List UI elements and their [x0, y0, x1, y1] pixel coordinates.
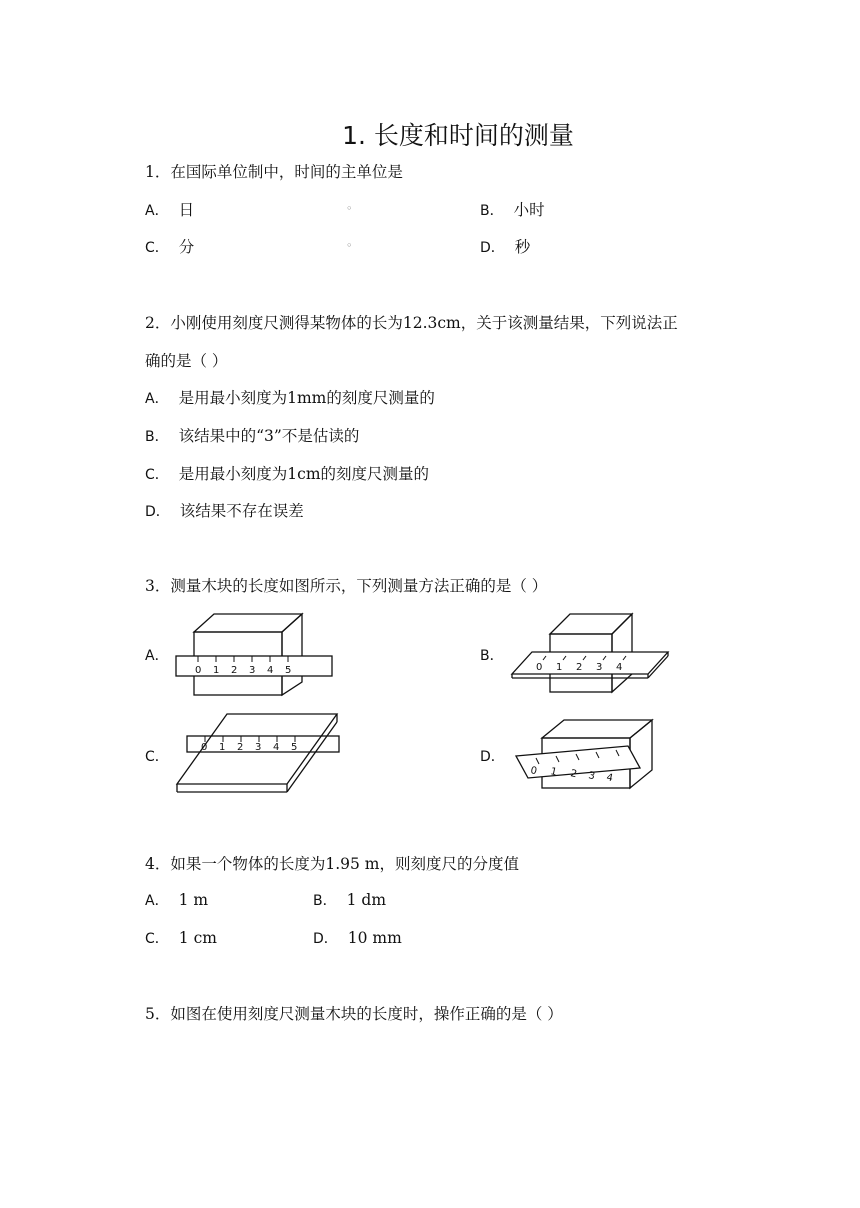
q1-option-b[interactable] — [480, 198, 545, 220]
q2-stem-line1: 2．小刚使用刻度尺测得某物体的长为12.3cm，关于该测量结果，下列说法正 — [145, 314, 678, 332]
q4-option-a-text: 1 m — [178, 891, 209, 909]
q3-option-d-label: D． — [480, 749, 505, 765]
q1-option-b-text: 小时 — [513, 201, 545, 219]
q3-stem: 3．测量木块的长度如图所示，下列测量方法正确的是（ ） — [145, 577, 548, 595]
ruler-tick-label: 5 — [291, 742, 298, 753]
q3-option-c-label: C． — [145, 749, 169, 765]
ruler-tick-label: 1 — [549, 766, 558, 779]
ruler-tick-label: 0 — [536, 662, 543, 673]
q3-option-a-label: A． — [145, 648, 169, 664]
q2-option-b-text: 该结果中的“3”不是估读的 — [178, 427, 360, 445]
q4-stem: 4．如果一个物体的长度为1.95 m，则刻度尺的分度值 — [145, 855, 519, 873]
q3-option-d[interactable] — [480, 746, 515, 766]
q2-option-d-label: D． — [145, 504, 170, 520]
q4-option-d-text: 10 mm — [347, 929, 402, 947]
page-title: 1. 长度和时间的测量 — [342, 121, 574, 150]
q1-option-d[interactable] — [480, 235, 530, 257]
q1-stem: 1．在国际单位制中，时间的主单位是 — [145, 163, 403, 181]
ruler-tick-label: 4 — [616, 662, 623, 673]
q4-option-a-label: A． — [145, 893, 169, 909]
ruler-tick-label: 0 — [201, 742, 208, 753]
q2-option-d-text: 该结果不存在误差 — [179, 502, 304, 520]
q4-option-b-text: 1 dm — [346, 891, 387, 909]
ruler-tick-label: 1 — [219, 742, 226, 753]
q1-dot-1: ◦ — [346, 202, 353, 215]
q2-option-c-label: C． — [145, 467, 169, 483]
ruler-tick-label: 3 — [587, 770, 596, 783]
ruler-tick-label: 1 — [213, 665, 220, 676]
q1-option-a-text: 日 — [178, 201, 195, 219]
q1-option-a[interactable] — [145, 198, 194, 220]
q1-option-d-text: 秒 — [514, 238, 531, 256]
ruler-tick-label: 0 — [529, 765, 538, 778]
q2-option-b-label: B． — [145, 429, 169, 445]
q2-option-c-text: 是用最小刻度为1cm的刻度尺测量的 — [178, 465, 430, 483]
ruler-tick-label: 2 — [231, 665, 238, 676]
ruler-tick-label: 2 — [576, 662, 583, 673]
q4-option-c-label: C． — [145, 931, 169, 947]
ruler-tick-label: 3 — [249, 665, 256, 676]
q2-stem-line2: 确的是（ ） — [145, 352, 228, 370]
q3-figure-c — [175, 712, 345, 798]
q5-stem: 5．如图在使用刻度尺测量木块的长度时，操作正确的是（ ） — [145, 1005, 563, 1023]
q4-option-c-text: 1 cm — [178, 929, 217, 947]
q1-option-c-label: C． — [145, 240, 169, 256]
q3-figure-a — [170, 610, 340, 695]
q2-option-a[interactable] — [145, 386, 435, 408]
q2-option-c[interactable] — [145, 462, 429, 484]
q2-option-d[interactable] — [145, 499, 304, 521]
q1-option-b-label: B． — [480, 203, 504, 219]
q2-option-b[interactable] — [145, 424, 359, 446]
ruler-tick-label: 2 — [237, 742, 244, 753]
ruler-tick-label: 3 — [596, 662, 603, 673]
q3-option-b-label: B． — [480, 648, 504, 664]
q3-figure-d — [512, 718, 657, 790]
q4-option-d-label: D． — [313, 931, 338, 947]
q4-option-c[interactable] — [145, 928, 217, 948]
q2-option-a-text: 是用最小刻度为1mm的刻度尺测量的 — [178, 389, 435, 407]
ruler-tick-label: 4 — [605, 772, 614, 785]
ruler-tick-label: 4 — [273, 742, 280, 753]
q1-option-a-label: A． — [145, 203, 169, 219]
q2-option-a-label: A． — [145, 391, 169, 407]
ruler-tick-label: 4 — [267, 665, 274, 676]
ruler-tick-label: 2 — [569, 768, 578, 781]
q1-option-d-label: D． — [480, 240, 505, 256]
q4-option-a[interactable] — [145, 890, 208, 910]
q4-option-d[interactable] — [313, 928, 402, 948]
q3-figure-b — [510, 612, 675, 694]
ruler-tick-label: 0 — [195, 665, 202, 676]
ruler-tick-label: 3 — [255, 742, 262, 753]
ruler-tick-label: 1 — [556, 662, 563, 673]
q1-option-c[interactable] — [145, 235, 194, 257]
q3-option-b[interactable] — [480, 645, 514, 665]
q3-option-c[interactable] — [145, 746, 179, 766]
q4-option-b-label: B． — [313, 893, 337, 909]
q1-dot-2: ◦ — [346, 239, 353, 252]
q1-option-c-text: 分 — [178, 238, 195, 256]
q4-option-b[interactable] — [313, 890, 386, 910]
ruler-tick-label: 5 — [285, 665, 292, 676]
